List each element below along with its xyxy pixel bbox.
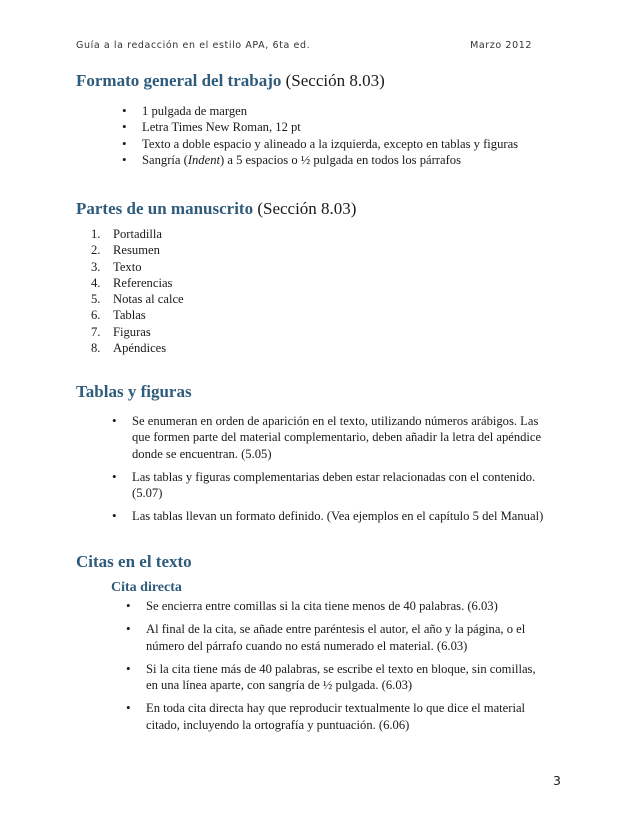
citas-item: • Se encierra entre comillas si la cita tiene menos de 40 palabras. (6.03) (126, 598, 540, 614)
formato-list (122, 103, 542, 168)
partes-item: 2. Resumen (91, 243, 160, 258)
page-header (76, 40, 532, 51)
heading-tablas-figuras: Tablas y figuras (76, 382, 192, 401)
formato-item-sangria: • Sangría (Indent) a 5 espacios o ½ pulgada en todos los párrafos (122, 152, 542, 168)
partes-item: 8. Apéndices (91, 341, 167, 356)
citas-item: • En toda cita directa hay que reproducir textualmente lo que dice el material citado, incluyendo la ortografía y puntuación. (6.06) (126, 700, 540, 733)
partes-item: 1. Portadilla (91, 227, 162, 241)
heading-partes-title: Partes de un manuscrito (76, 199, 254, 218)
page-number: 3 (553, 773, 561, 788)
formato-item: • Texto a doble espacio y alineado a la izquierda, excepto en tablas y figuras (122, 136, 542, 152)
tablas-item: • Las tablas y figuras complementarias deben estar relacionadas con el contenido. (5.07) (112, 469, 552, 502)
partes-item: 5. Notas al calce (91, 292, 184, 307)
heading-formato-general (76, 71, 385, 91)
formato-item: • 1 pulgada de margen (122, 103, 542, 119)
header-date: Marzo 2012 (470, 40, 532, 51)
partes-item: 3. Texto (91, 259, 142, 274)
heading-formato-section: (Sección 8.03) (285, 71, 385, 90)
tablas-list (112, 413, 552, 532)
heading-citas-texto: Citas en el texto (76, 552, 192, 571)
heading-formato-title: Formato general del trabajo (76, 71, 282, 90)
header-title: Guía a la redacción en el estilo APA, 6ta ed. (76, 40, 311, 51)
heading-partes-manuscrito (76, 199, 356, 219)
partes-list (91, 226, 291, 356)
citas-list (126, 598, 540, 740)
subheading-cita-directa: Cita directa (111, 580, 182, 595)
heading-partes-section: (Sección 8.03) (257, 199, 357, 218)
partes-item: 7. Figuras (91, 324, 151, 339)
formato-item: • Letra Times New Roman, 12 pt (122, 119, 542, 135)
tablas-item: • Se enumeran en orden de aparición en el texto, utilizando números arábigos. Las que formen parte del material complementario, deben añadir la letra del apéndice donde se encuentran. (5.05) (112, 413, 552, 462)
partes-item: 4. Referencias (91, 275, 173, 290)
citas-item: • Al final de la cita, se añade entre paréntesis el autor, el año y la página, o el número del párrafo cuando no está numerado el material. (6.03) (126, 621, 540, 654)
tablas-item: • Las tablas llevan un formato definido. (Vea ejemplos en el capítulo 5 del Manual) (112, 508, 552, 524)
partes-item: 6. Tablas (91, 308, 146, 323)
citas-item: • Si la cita tiene más de 40 palabras, se escribe el texto en bloque, sin comillas, en una línea aparte, con sangría de ½ pulgada. (6.03) (126, 661, 540, 694)
